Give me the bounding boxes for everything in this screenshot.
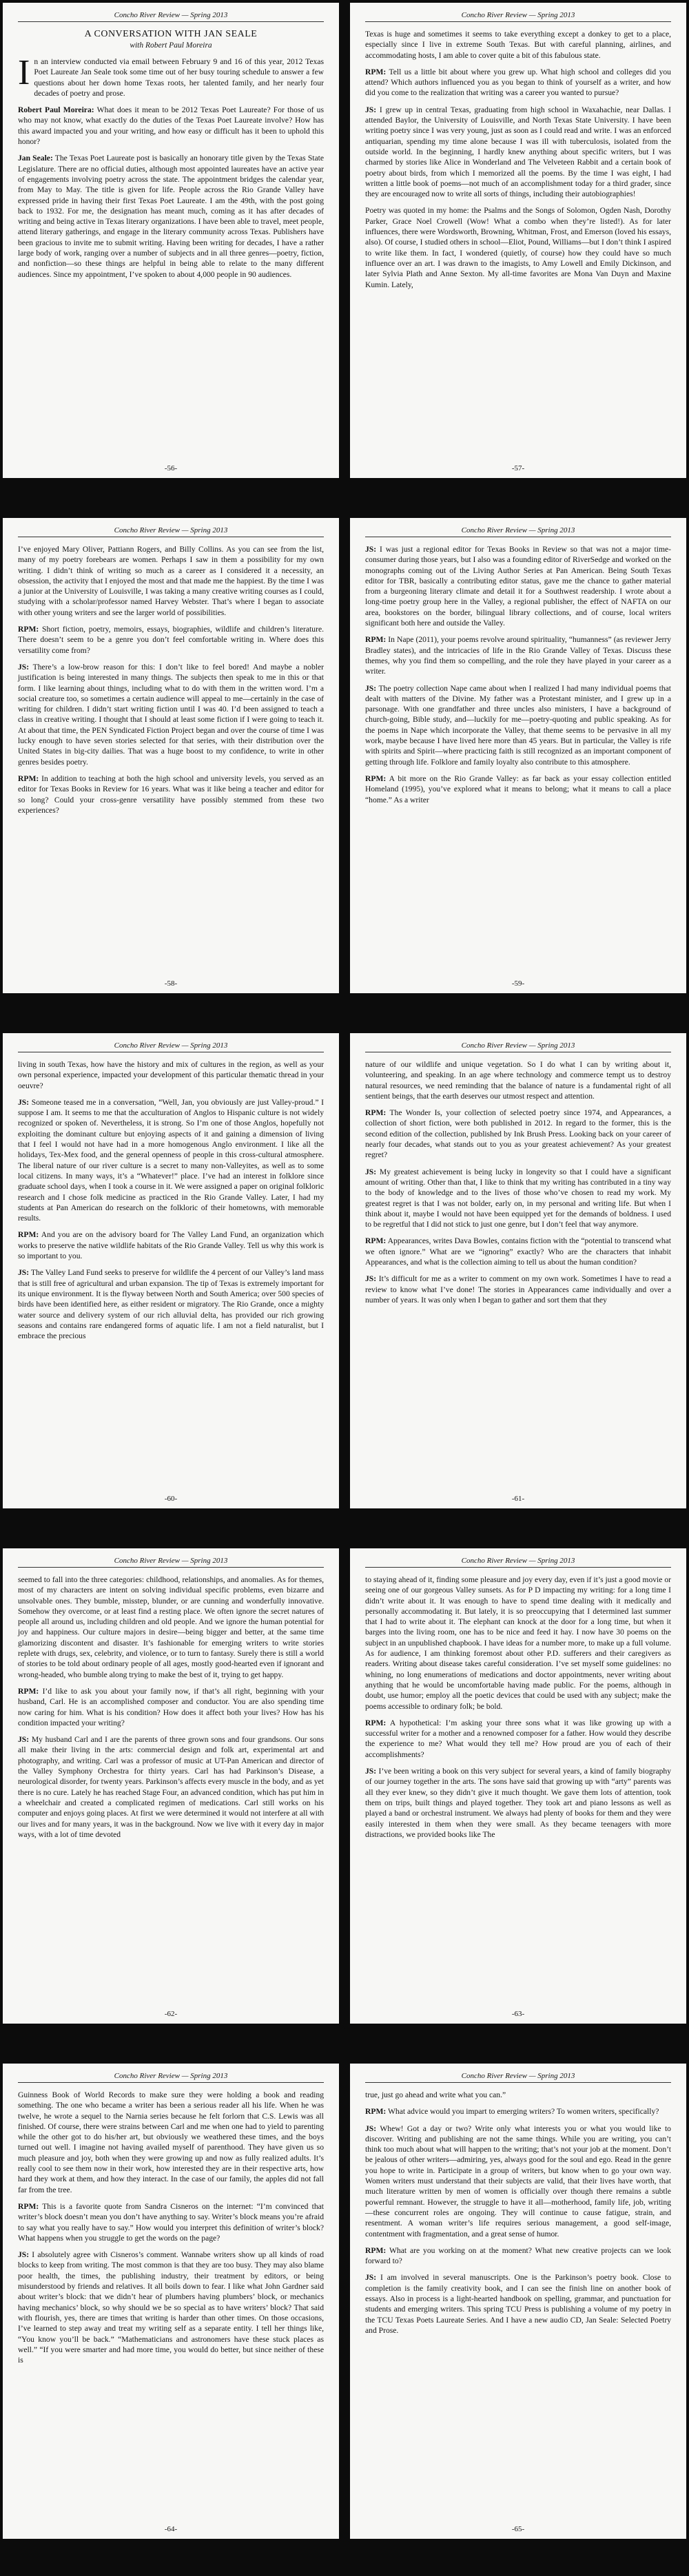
- page-body: [18, 2090, 324, 2365]
- question-paragraph: [18, 1686, 324, 1728]
- article-title: A CONVERSATION WITH JAN SEALE: [84, 29, 258, 39]
- paragraph-text: The Wonder Is, your collection of selected poetry since 1974, and Appearances, a collection of short fiction, were both published in 2012. In regard to the former, this is the second edition of the collection, published by Ink Brush Press. Looking back on your career of nearly four decades, what stands out to you as your greatest achievement? As your greatest regret?: [365, 1108, 671, 1160]
- paragraph-text: What are you working on at the moment? What new creative projects can we look forward to?: [365, 2245, 671, 2266]
- question-paragraph: [18, 773, 324, 816]
- running-header: Concho River Review — Spring 2013: [18, 2072, 324, 2083]
- answer-paragraph: [18, 662, 324, 767]
- page-65: [350, 2064, 686, 2539]
- question-paragraph: [18, 105, 324, 147]
- speaker-label: RPM:: [365, 1108, 387, 1118]
- continued-paragraph: living in south Texas, how have the history and mix of cultures in the region, as well as your own personal experience, impacted your development of this particular thematic thread in your oeuvre?: [18, 1060, 324, 1090]
- question-paragraph: [18, 2201, 324, 2243]
- paragraph-text: There’s a low-brow reason for this: I don’t like to feel bored! And maybe a nobler justification is being interested in many things. The subjects then speak to me in this or that form. I like learning about things, including what to do with them in the written word. I’m a social creature too, so sometimes a certain audience will appeal to me—certainly in the case of writing for children. I didn’t start writing fiction until I was 40. I’d been assigned to teach a class in creative writing. I thought that I should at least some fiction if I were going to teach it. At about that time, the PEN Syndicated Fiction Project began and over the course of time I was lucky enough to have seven stories selected for that series, with their distribution over the United States in big-city dailies. That was a huge boost to my confidence, to write in other genres besides poetry.: [18, 662, 324, 767]
- page-61: [350, 1033, 686, 1508]
- speaker-label: JS:: [18, 1097, 30, 1107]
- article-byline: with Robert Paul Moreira: [130, 41, 212, 50]
- paragraph-text: In addition to teaching at both the high school and university levels, you served as an editor for Texas Books in Review for 16 years. What was it like being a teacher and editor for so long? Could your cross-genre versatility have possibly stemmed from these two experiences?: [18, 773, 324, 815]
- speaker-label: RPM:: [365, 2107, 387, 2117]
- running-header: Concho River Review — Spring 2013: [365, 2072, 671, 2083]
- question-paragraph: [18, 624, 324, 656]
- speaker-label: JS:: [365, 2273, 377, 2283]
- paragraph-text: It’s difficult for me as a writer to comment on my own work. Sometimes I have to read a review to know what I’ve done! The stories in Appearances came individually and over a number of years. It was only when I began to gather and sort them that they: [365, 1274, 671, 1305]
- speaker-label: JS:: [365, 545, 377, 554]
- paragraph-text: My husband Carl and I are the parents of three grown sons and four grandsons. Our sons all make their living in the arts: commercial design and folk art, experimental art and photography, and writing. Carl was a professor of music at UT-Pan American and director of the Valley Symphony Orchestra for thirty years. Carl has had Parkinson’s Disease, a neurological disorder, for twenty years. Parkinson’s affects every muscle in the body, and as yet there is no cure. Lately he has reached Stage Four, an advanced condition, which has put him in a wheelchair and created a complicated regimen of medications. Carl still works on his computer and enjoys going places. At first we were determined it would not interfere at all with our lives and for many years, it was in the background. Now we live with it every day in major ways, with a lot of time devoted: [18, 1735, 324, 1839]
- paragraph-text: Someone teased me in a conversation, “Well, Jan, you obviously are just Valley-proud.” I suppose I am. It seems to me that the acculturation of Anglos to Hispanic culture is not widely recognized or spoken of. Nevertheless, it is strong. So I’m one of those Anglos, hopefully not exploiting the dominant culture but enjoying aspects of it and gaining a dimension of living that I feel I would not have had in a more homogenous Anglo environment. I like all the holidays, Tex-Mex food, and the general openness of people in this cross-cultural atmosphere. The liberal nature of our river culture is a secret to many non-Valleyites, as well as to some local citizens. In many ways, it’s a “Whatever!” place. I’ve had an interest in folklore since graduate school days, when I took a course in it. We were assigned a paper on original folkloric research and I chose folk medicine as practiced in the Rio Grande Valley. Later, I had my students at Pan American do research on the folkloric of their hometowns, with memorable results.: [18, 1097, 324, 1223]
- page-body: [365, 1059, 671, 1305]
- page-64: [3, 2064, 339, 2539]
- answer-paragraph: [365, 1274, 671, 1305]
- page-number: -58-: [164, 979, 178, 988]
- paragraph-text: My greatest achievement is being lucky in longevity so that I could have a significant amount of writing. Other than that, I like to think that my writing has contributed in a tiny way to the body of knowledge and to the lives of those who’ve chosen to read my work. My greatest regret is that I was not bolder, early on, in my personal and writing life. But when I think about it, maybe I would not have been equipped yet for the demands of boldness. I used to be regretful that I did not stick to just one genre, but I don’t feel that way anymore.: [365, 1167, 672, 1229]
- speaker-label: JS:: [365, 683, 377, 693]
- speaker-label: RPM:: [18, 1230, 39, 1240]
- page-body: [18, 53, 324, 280]
- answer-paragraph: [365, 544, 671, 628]
- page-56: [3, 3, 339, 478]
- page-59: [350, 518, 686, 993]
- answer-paragraph: [18, 1734, 324, 1840]
- speaker-label: JS:: [365, 1167, 377, 1176]
- paragraph-text: What does it mean to be 2012 Texas Poet Laureate? For those of us who may not know, what exactly do the duties of the Texas Poet Laureate involve? How has this award impacted you and your writing, and how easy or difficult has it been to uphold this honor?: [18, 105, 324, 147]
- paragraph-text: Appearances, writes Dava Bowles, contains fiction with the “potential to transcend what we often ignore.” What are we “ignoring” exactly? Who are the characters that inhabit Appearances, and what is the collection aiming to tell us about the human condition?: [365, 1236, 671, 1267]
- page-number: -56-: [164, 464, 178, 472]
- speaker-label: RPM:: [365, 67, 387, 76]
- paragraph-text: I am involved in several manuscripts. One is the Parkinson’s poetry book. Close to completion is the family creativity book, and I can see the finish line on another book of essays. Also in process is a light-hearted handbook on spelling, grammar, and punctuation for students and emerging writers. This spring TCU Press is publishing a volume of my poetry in the TCU Texas Poets Laureate Series. And I have a new audio CD, Jan Seale: Selected Poetry and Prose.: [365, 2273, 672, 2335]
- speaker-label: JS:: [365, 2123, 377, 2133]
- speaker-label: RPM:: [365, 1236, 387, 1246]
- speaker-label: JS:: [365, 1767, 377, 1776]
- speaker-label: JS:: [18, 662, 30, 672]
- question-paragraph: [365, 67, 671, 98]
- question-paragraph: [365, 2106, 671, 2117]
- page-body: [365, 1575, 671, 1840]
- speaker-label: RPM:: [365, 1718, 387, 1727]
- speaker-label: JS:: [18, 2250, 30, 2260]
- running-header: Concho River Review — Spring 2013: [18, 11, 324, 22]
- paragraph-text: The poetry collection Nape came about when I realized I had many individual poems that dealt with matters of the Divine. My father was a Protestant minister, and I grew up in a parsonage. With one grandfather and three uncles also ministers, I have a background of church-going, Bible study, and—luckily for me—poetry-quoting and public speaking. As for the poems in Nape which incorporate the Valley, that theme seems to be pervasive in all my work, maybe because I have lived here more than 45 years. But in particular, the Valley is rife with spirits and Spirit—where practicing faith is still recognized as an important component of getting through life. Folklore and family loyalty also contribute to this atmosphere.: [365, 683, 671, 767]
- answer-paragraph: [18, 153, 324, 280]
- spread-gutter: [340, 0, 349, 2576]
- page-63: [350, 1548, 686, 2024]
- page-number: -59-: [511, 979, 525, 988]
- question-paragraph: [365, 634, 671, 676]
- page-number: -63-: [511, 2010, 525, 2018]
- continued-paragraph: to staying ahead of it, finding some pleasure and joy every day, even if it’s just a good movie or seeing one of our gorgeous Valley sunsets. As for P D impacting my writing: for a long time I didn’t write about it. It was enough to have to spend time dealing with it medically and personally accommodating it. But lately, it is so preoccupying that I determined last summer that I had to write about it. The elephant can knock at the door for a long time, but when it barges into the living room, one has to be nice and feed it hay. I now have 30 poems on the subject in an unpublished chapbook. I have ideas for a number more, to make up a full volume. As for audience, I am thinking foremost about other P.D. sufferers and their caregivers as readers. Writing about disease takes careful consideration. I’ve set myself some guidelines: no whining, no long enumerations of medications and doctor appointments, never writing about anything that he would be uncomfortable having made public. For the poems, although in doubt, use humor; employ all the poetic devices that could be used with any subject; make the poems accessible to ordinary folk; be bold.: [365, 1575, 671, 1711]
- paragraph-text: I’d like to ask you about your family now, if that’s all right, beginning with your husband, Carl. He is an accomplished composer and conductor. You are also spending time now caring for him. What is his condition? How does it affect both your lives? How has his condition impacted your writing?: [18, 1686, 324, 1727]
- paragraph-text: I absolutely agree with Cisneros’s comment. Wannabe writers show up all kinds of road blocks to keep from writing. The most common is that they are too busy. They may also blame poor health, the times, the publishing industry, their treatment by editors, or being misunderstood by friends and relatives. It all boils down to fear. I like what John Gardner said about writer’s block: that we didn’t hear of plumbers having plumbers’ block, or mechanics having mechanics’ block, so why should we be so special as to have writers’ block? That said with flourish, yes, there are times that writing is harder than other times. On those occasions, I’ve learned to step away and treat my writing self as a separate entity. I tell her things like, “You know you’ll be back.” “Mathematicians and astronomers have these stuck places as well.” “If you were smarter and had more time, you would do better, but since neither of these is: [18, 2250, 325, 2365]
- question-paragraph: [18, 1229, 324, 1261]
- paragraph-text: A hypothetical: I’m asking your three sons what it was like growing up with a successful writer for a mother and a renowned composer for a father. How would they describe the experience to me? What would they tell me? How proud are you of each of their accomplishments?: [365, 1718, 671, 1759]
- continued-paragraph: Texas is huge and sometimes it seems to take everything except a donkey to get to a place, especially since I live in extreme South Texas. But with careful planning, airlines, and accommodating hosts, I am able to cover quite a bit of this fabulous state.: [365, 30, 671, 60]
- page-57: [350, 3, 686, 478]
- speaker-label: RPM:: [365, 635, 387, 645]
- running-header: Concho River Review — Spring 2013: [365, 526, 671, 537]
- page-number: -61-: [511, 1495, 525, 1503]
- running-header: Concho River Review — Spring 2013: [18, 1557, 324, 1568]
- speaker-label: JS:: [18, 1268, 30, 1278]
- page-body: [365, 29, 671, 290]
- answer-paragraph: [365, 683, 671, 767]
- page-number: -60-: [164, 1495, 178, 1503]
- answer-paragraph: [365, 105, 671, 200]
- page-62: [3, 1548, 339, 2024]
- page-body: [365, 2090, 671, 2336]
- continued-paragraph: nature of our wildlife and unique vegetation. So I do what I can by writing about it, volunteering, and speaking. In an age where technology and commerce tempt us to destroy natural resources, we need reminding that the balance of nature is a fundamental right of all sentient beings, that the earth deserves our utmost respect and attention.: [365, 1060, 671, 1101]
- paragraph-text: I grew up in central Texas, graduating from high school in Waxahachie, near Dallas. I attended Baylor, the University of Louisville, and North Texas State University. I have been writing poetry since I was very young, just as soon as I could read and write. I was an enforced antiquarian, spending my time alone because I was ill with tuberculosis, isolated from the outside world. In the beginning, I hardly knew anything about specific writers, but I was charmed by stories like Alice in Wonderland and The Velveteen Rabbit and a certain book of poetry about birds, from which I memorized all the poems. By the time I was eight, I had written a little book of poems—not much of an accomplishment today for a third grader, since they are encouraged now to write all sorts of things, including their autobiographies!: [365, 105, 671, 199]
- continued-paragraph: Guinness Book of World Records to make sure they were holding a book and reading something. The one who became a writer has been a serious reader all his life. When he was twelve, he wrote a sequel to the Narnia series because he felt forlorn that C.S. Lewis was all finished. Of course, there were strains between Carl and me when one had to yield to parenting while the other got to do his/her art, but obviously we weathered these times, and the boys turned out well. I imagine not having availed myself of parenthood. They have given us so much pleasure and joy, both when they were growing up and now as fully realized adults. It’s really cool to see them now in their work, how interested they are in their respective arts, how hard they work at them, and how they interact. In the case of our family, the apples did not fall far from the tree.: [18, 2090, 324, 2194]
- speaker-label: Jan Seale:: [18, 154, 53, 163]
- answer-paragraph: [365, 2272, 671, 2336]
- page-number: -64-: [164, 2525, 178, 2533]
- question-paragraph: [365, 1718, 671, 1760]
- speaker-label: RPM:: [18, 2201, 39, 2211]
- speaker-label: JS:: [365, 105, 377, 114]
- page-58: [3, 518, 339, 993]
- continued-paragraph: I’ve enjoyed Mary Oliver, Pattiann Rogers, and Billy Collins. As you can see from the list, many of my poetry forebears are women. Perhaps I saw in them a possibility for my own writing. I didn’t think of writing so much as a career as I considered it a necessity, an obsession, the activity that I enjoyed the most and that made me the happiest. By the time I was a junior at the University of Louisville, I was taking a many creative writing courses as I could, studying with a scholar/professor named Harvey Webster. That’s where I began to associate with other young writers and see the larger world of possibilities.: [18, 545, 324, 617]
- paragraph-text: Whew! Got a day or two? Write only what interests you or what you would like to discover. Writing and publishing are not the same things. While you are writing, you can’t think too much about what will happen to the writing; that’s not your job at the moment. Don’t be jealous of other writers—admiring, yes, always good for the soul and ego. Read in the genre you hope to write in. Participate in a group of writers, but know when to go your own way. Women writers must understand that their subjects are valid, that their lives have worth, that much literature written by men of women is officially over though there remains a subtle powerful remnant. However, the struggle to have it all—motherhood, family life, job, writing—these concurrent roles are ongoing. They will continue to cause fatigue, strain, and resentment. A woman writer’s life requires serious management, a good self-image, contentment with fragmentation, and a great sense of humor.: [365, 2123, 671, 2239]
- speaker-label: RPM:: [18, 773, 39, 783]
- page-number: -65-: [511, 2525, 525, 2533]
- speaker-label: RPM:: [18, 1686, 39, 1696]
- speaker-label: RPM:: [365, 773, 387, 783]
- answer-paragraph: [18, 1097, 324, 1224]
- paragraph-text: What advice would you impart to emerging writers? To women writers, specifically?: [387, 2107, 659, 2117]
- page-number: -62-: [164, 2010, 178, 2018]
- page-body: [18, 1575, 324, 1840]
- answer-paragraph: Poetry was quoted in my home: the Psalms and the Songs of Solomon, Ogden Nash, Dorothy Parker, Grace Noel Crowell (Wow! What a combo when they’re listed!). As for later influences, there were Wordsworth, Browning, Whitman, Frost, and Emerson (loved his essays, also). Of course, I studied others in school—Eliot, Pound, Williams—but I don’t think I aspired to write like them. In fact, I wondered (quietly, of course) how they could have so much influence over an art. I was drawn to the imagists, to Amy Lowell and Emily Dickinson, and later Sylvia Plath and Anne Sexton. My all-time favorites are Mona Van Duyn and Maxine Kumin. Lately,: [365, 206, 671, 289]
- paragraph-text: The Valley Land Fund seeks to preserve for wildlife the 4 percent of our Valley’s land mass that is still free of agricultural and urban expansion. The tip of Texas is extremely important for its unique environment. It is the flyway between North and South America; over 500 species of birds have been identified here, as either resident or migratory. The Rio Grande, once a mighty water source and delivery system of our rich alluvial delta, has provided our rich growing seasons and contains rare endangered forms of aquatic life. I am not a field naturalist, but I embrace the precious: [18, 1268, 324, 1341]
- question-paragraph: [365, 2245, 671, 2267]
- continued-paragraph: seemed to fall into the three categories: childhood, relationships, and anomalies. As for themes, most of my characters are intent on solving individual specific problems, even bizarre and unsolvable ones. They bumble, misstep, blunder, or are cunning and wonderfully innovative. Somehow they overcome, or at least find a resting place. We often ignore the secret natures of people all around us, including children and old people. And we ignore the human potential for joy and happiness. Our culture majors in desire—being bigger and better, at the same time glamorizing discontent and disaster. It’s fashionable for emerging writers to write stories replete with drugs, sex, celebrity, and violence, or to turn to fantasy. Surely there is still a world of stories to be told about ordinary people of all ages, mostly good-hearted even if ignorant and wrong-headed, who bumble along trying to make the best of it, trying to get happy.: [18, 1575, 324, 1679]
- paragraph-text: Tell us a little bit about where you grew up. What high school and colleges did you attend? Which authors influenced you as you began to think of yourself as a writer, and how did you come to the realization that writing was a career you wanted to pursue?: [365, 67, 671, 98]
- page-body: [18, 544, 324, 816]
- paragraph-text: This is a favorite quote from Sandra Cisneros on the internet: “I’m convinced that writer’s block doesn’t mean you don’t have anything to say. Writer’s block means you’re afraid to say what you really have to say.” How would you interpret this definition of writer’s block? What happens when you struggle to get the words on the page?: [18, 2201, 324, 2243]
- page-body: [18, 1059, 324, 1341]
- paragraph-text: I’ve been writing a book on this very subject for several years, a kind of family biography of our journey together in the arts. The sons have said that growing up with “arty” parents was all they ever knew, so they didn’t give it much thought. We gave them lots of attention, took them on trips, built things and played together. They took art and piano lessons as well as played a band or orchestral instrument. We always had plenty of books for them and they were easily interested in them when they were small. As they became teenagers with more distractions, we provided books like The: [365, 1767, 671, 1839]
- running-header: Concho River Review — Spring 2013: [18, 526, 324, 537]
- paragraph-text: In Nape (2011), your poems revolve around spirituality, “humanness” (as reviewer Jerry Bradley states), and the intricacies of life in the Rio Grande Valley of Texas. Discuss these themes, why you find them so compelling, and the role they have played in your career as a writer.: [365, 635, 671, 676]
- paragraph-text: A bit more on the Rio Grande Valley: as far back as your essay collection entitled Homeland (1995), you’ve explored what it means to belong; what it means to call a place “home.” As a writer: [365, 773, 671, 804]
- answer-paragraph: [365, 1766, 671, 1840]
- question-paragraph: [365, 1108, 671, 1160]
- paragraph-text: And you are on the advisory board for The Valley Land Fund, an organization which works to preserve the native wildlife habitats of the Rio Grande Valley. Tell us why this work is so important to you.: [18, 1230, 324, 1261]
- running-header: Concho River Review — Spring 2013: [365, 11, 671, 22]
- paragraph-text: The Texas Poet Laureate post is basically an honorary title given by the Texas State Legislature. There are no official duties, although most appointed laureates have an active year of engagements involving poetry across the state. The appointment bridges the calendar year, from May to May. The title is given for life. People across the Rio Grande Valley have expressed pride in having their first Texas Poet Laureate. I am the 49th, with the post going back to 1932. For me, the designation has meant much, coming as it has after decades of writing and being active in Texas literary organizations. I have been able to travel, meet people, attend literary gatherings, and engage in the literary community across Texas. Publishers have been gracious to invite me to submit writing. Having been writing for decades, I have a rather large body of work, ranging over a number of subjects and in all three genres—poetry, fiction, and nonfiction—so these things are helpful in being able to relate to the many different audiences. Since my appointment, I’ve spoken to about 4,000 people in 90 audiences.: [18, 154, 324, 279]
- answer-paragraph: [365, 2123, 671, 2239]
- intro-paragraph: In an interview conducted via email between February 9 and 16 of this year, 2012 Texas Poet Laureate Jan Seale took some time out of her busy touring schedule to answer a few questions about her down home Texas roots, her talented family, and her nearly four decades of poetry and prose.: [18, 53, 324, 98]
- speaker-label: JS:: [365, 1274, 377, 1284]
- page-60: [3, 1033, 339, 1508]
- drop-cap: I: [18, 53, 30, 92]
- answer-paragraph: [365, 1167, 671, 1230]
- running-header: Concho River Review — Spring 2013: [18, 1041, 324, 1052]
- continued-paragraph: true, just go ahead and write what you can.”: [365, 2090, 506, 2099]
- answer-paragraph: [18, 2250, 324, 2365]
- speaker-label: RPM:: [365, 2245, 387, 2255]
- running-header: Concho River Review — Spring 2013: [365, 1557, 671, 1568]
- running-header: Concho River Review — Spring 2013: [365, 1041, 671, 1052]
- speaker-label: JS:: [18, 1735, 30, 1745]
- page-number: -57-: [511, 464, 525, 472]
- speaker-label: RPM:: [18, 625, 39, 634]
- page-body: [365, 544, 671, 805]
- speaker-label: Robert Paul Moreira:: [18, 105, 94, 115]
- answer-paragraph: [18, 1267, 324, 1341]
- question-paragraph: [365, 1236, 671, 1267]
- paragraph-text: Short fiction, poetry, memoirs, essays, biographies, wildlife and children’s literature. There doesn’t seem to be a genre you don’t feel comfortable writing in. Where does this versatility come from?: [18, 625, 324, 655]
- paragraph-text: I was just a regional editor for Texas Books in Review so that was not a major time-consumer during those years, but I also was a founding editor of RiverSedge and worked on the monographs coming out of the Living Author Series at Pan American. Being South Texas editor for TBR, basically a contributing editor status, gave me the chance to gather material from a burgeoning literary climate and detail it for a Southwest readership. I wrote about a long-time poetry group here in the Valley, a regional publisher, the effect of NAFTA on our area, bookstores on the border, bilingual library collections, and of course, local writers significant both here and outside the Valley.: [365, 545, 671, 628]
- question-paragraph: [365, 773, 671, 805]
